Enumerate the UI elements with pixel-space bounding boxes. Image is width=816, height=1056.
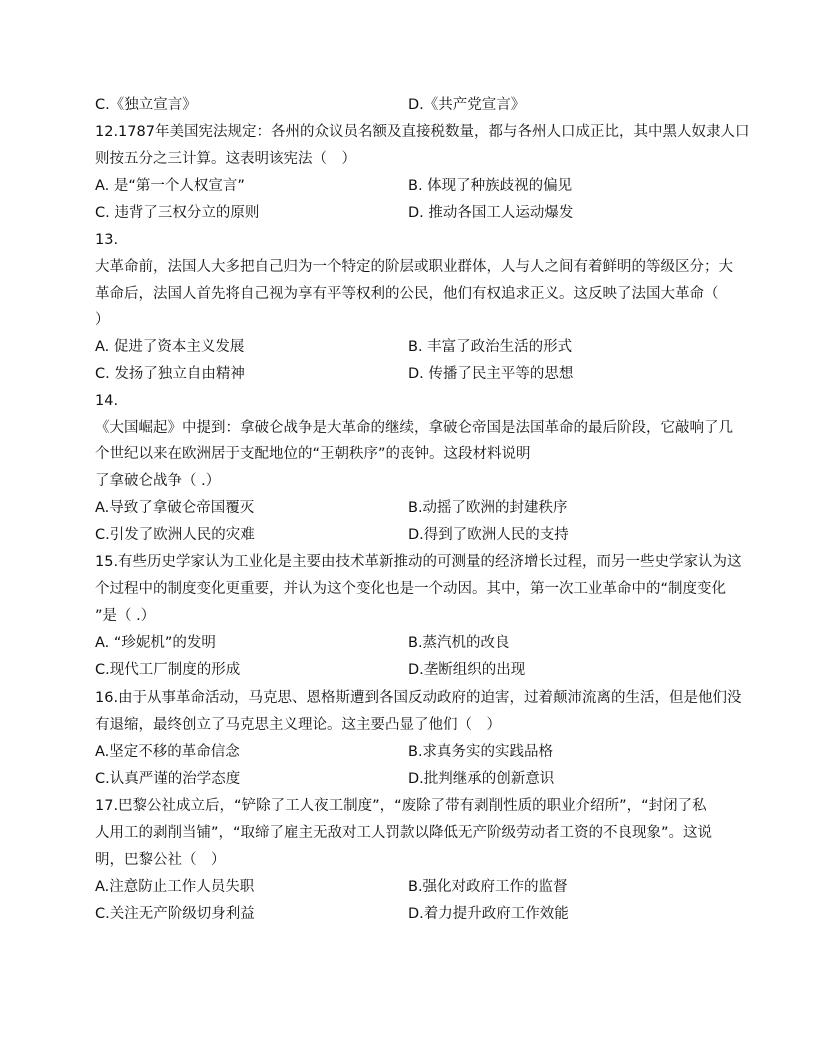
q15-option-b: B.蒸汽机的改良 xyxy=(408,635,510,651)
q16-option-d: D.批判继承的创新意识 xyxy=(408,771,555,787)
q12-stem-line-1: 12.1787年美国宪法规定：各州的众议员名额及直接税数量，都与各州人口成正比，其中黑人奴隶人口 xyxy=(95,124,750,140)
q11-option-d: D.《共产党宣言》 xyxy=(408,97,526,113)
q15-option-c: C.现代工厂制度的形成 xyxy=(95,662,241,678)
q14-stem-line-2: 个世纪以来在欧洲居于支配地位的“王朝秩序”的丧钟。这段材料说明 xyxy=(95,446,531,462)
q13-option-c: C. 发扬了独立自由精神 xyxy=(95,366,245,382)
q14-stem-line-3: 了拿破仑战争（ .） xyxy=(95,473,221,489)
q17-option-c: C.关注无产阶级切身利益 xyxy=(95,906,255,922)
q15-stem-line-2: 个过程中的制度变化更重要，并认为这个变化也是一个动因。其中，第一次工业革命中的“制度变化 xyxy=(95,581,727,597)
q13-option-b: B. 丰富了政治生活的形式 xyxy=(408,339,573,355)
q16-stem-line-2: 有退缩，最终创立了马克思主义理论。这主要凸显了他们（ ） xyxy=(95,717,501,733)
q13-option-d: D. 传播了民主平等的思想 xyxy=(408,366,574,382)
q14-stem-line-1: 《大国崛起》中提到：拿破仑战争是大革命的继续，拿破仑帝国是法国革命的最后阶段，它敲响了几 xyxy=(95,420,733,436)
q12-option-b: B. 体现了种族歧视的偏见 xyxy=(408,178,573,194)
q14-option-d: D.得到了欧洲人民的支持 xyxy=(408,527,569,543)
q17-option-a: A.注意防止工作人员失职 xyxy=(95,879,255,895)
q17-stem-line-3: 明，巴黎公社（ ） xyxy=(95,852,226,868)
q16-option-b: B.求真务实的实践品格 xyxy=(408,744,554,760)
q13-stem-line-1: 大革命前，法国人大多把自己归为一个特定的阶层或职业群体，人与人之间有着鲜明的等级区分；大 xyxy=(95,259,733,275)
q13-stem-line-2: 革命后，法国人首先将自己视为享有平等权利的公民，他们有权追求正义。这反映了法国大革命（ xyxy=(95,286,719,302)
q11-option-c: C.《独立宣言》 xyxy=(95,97,197,113)
q17-option-b: B.强化对政府工作的监督 xyxy=(408,879,568,895)
q13-option-a: A. 促进了资本主义发展 xyxy=(95,339,245,355)
q12-option-c: C. 违背了三权分立的原则 xyxy=(95,205,260,221)
q15-stem-line-1: 15.有些历史学家认为工业化是主要由技术革新推动的可测量的经济增长过程，而另一些史学家认为这 xyxy=(95,554,742,570)
q12-option-d: D. 推动各国工人运动爆发 xyxy=(408,205,574,221)
q17-stem-line-2: 人用工的剥削当铺”，“取缔了雇主无敌对工人罚款以降低无产阶级劳动者工资的不良现象”。这说 xyxy=(95,825,713,841)
q16-stem-line-1: 16.由于从事革命活动，马克思、恩格斯遭到各国反动政府的迫害，过着颠沛流离的生活，但是他们没 xyxy=(95,690,742,706)
q13-stem-line-3: ） xyxy=(95,312,110,328)
q14-option-a: A.导致了拿破仑帝国覆灭 xyxy=(95,500,255,516)
q17-stem-line-1: 17.巴黎公社成立后，“铲除了工人夜工制度”，“废除了带有剥削性质的职业介绍所”，“封闭了私 xyxy=(95,798,707,814)
q12-option-a: A. 是“第一个人权宣言” xyxy=(95,178,245,194)
q12-stem-line-2: 则按五分之三计算。这表明该宪法（ ） xyxy=(95,151,356,167)
q13-number: 13. xyxy=(95,232,119,248)
q14-option-c: C.引发了欧洲人民的灾难 xyxy=(95,527,255,543)
q17-option-d: D.着力提升政府工作效能 xyxy=(408,906,569,922)
q14-option-b: B.动摇了欧洲的封建秩序 xyxy=(408,500,568,516)
q14-number: 14. xyxy=(95,393,119,409)
q16-option-c: C.认真严谨的治学态度 xyxy=(95,771,241,787)
q15-option-a: A. “珍妮机”的发明 xyxy=(95,635,216,651)
q15-stem-line-3: ”是（ .） xyxy=(95,608,156,624)
q16-option-a: A.坚定不移的革命信念 xyxy=(95,744,240,760)
q15-option-d: D.垄断组织的出现 xyxy=(408,662,526,678)
